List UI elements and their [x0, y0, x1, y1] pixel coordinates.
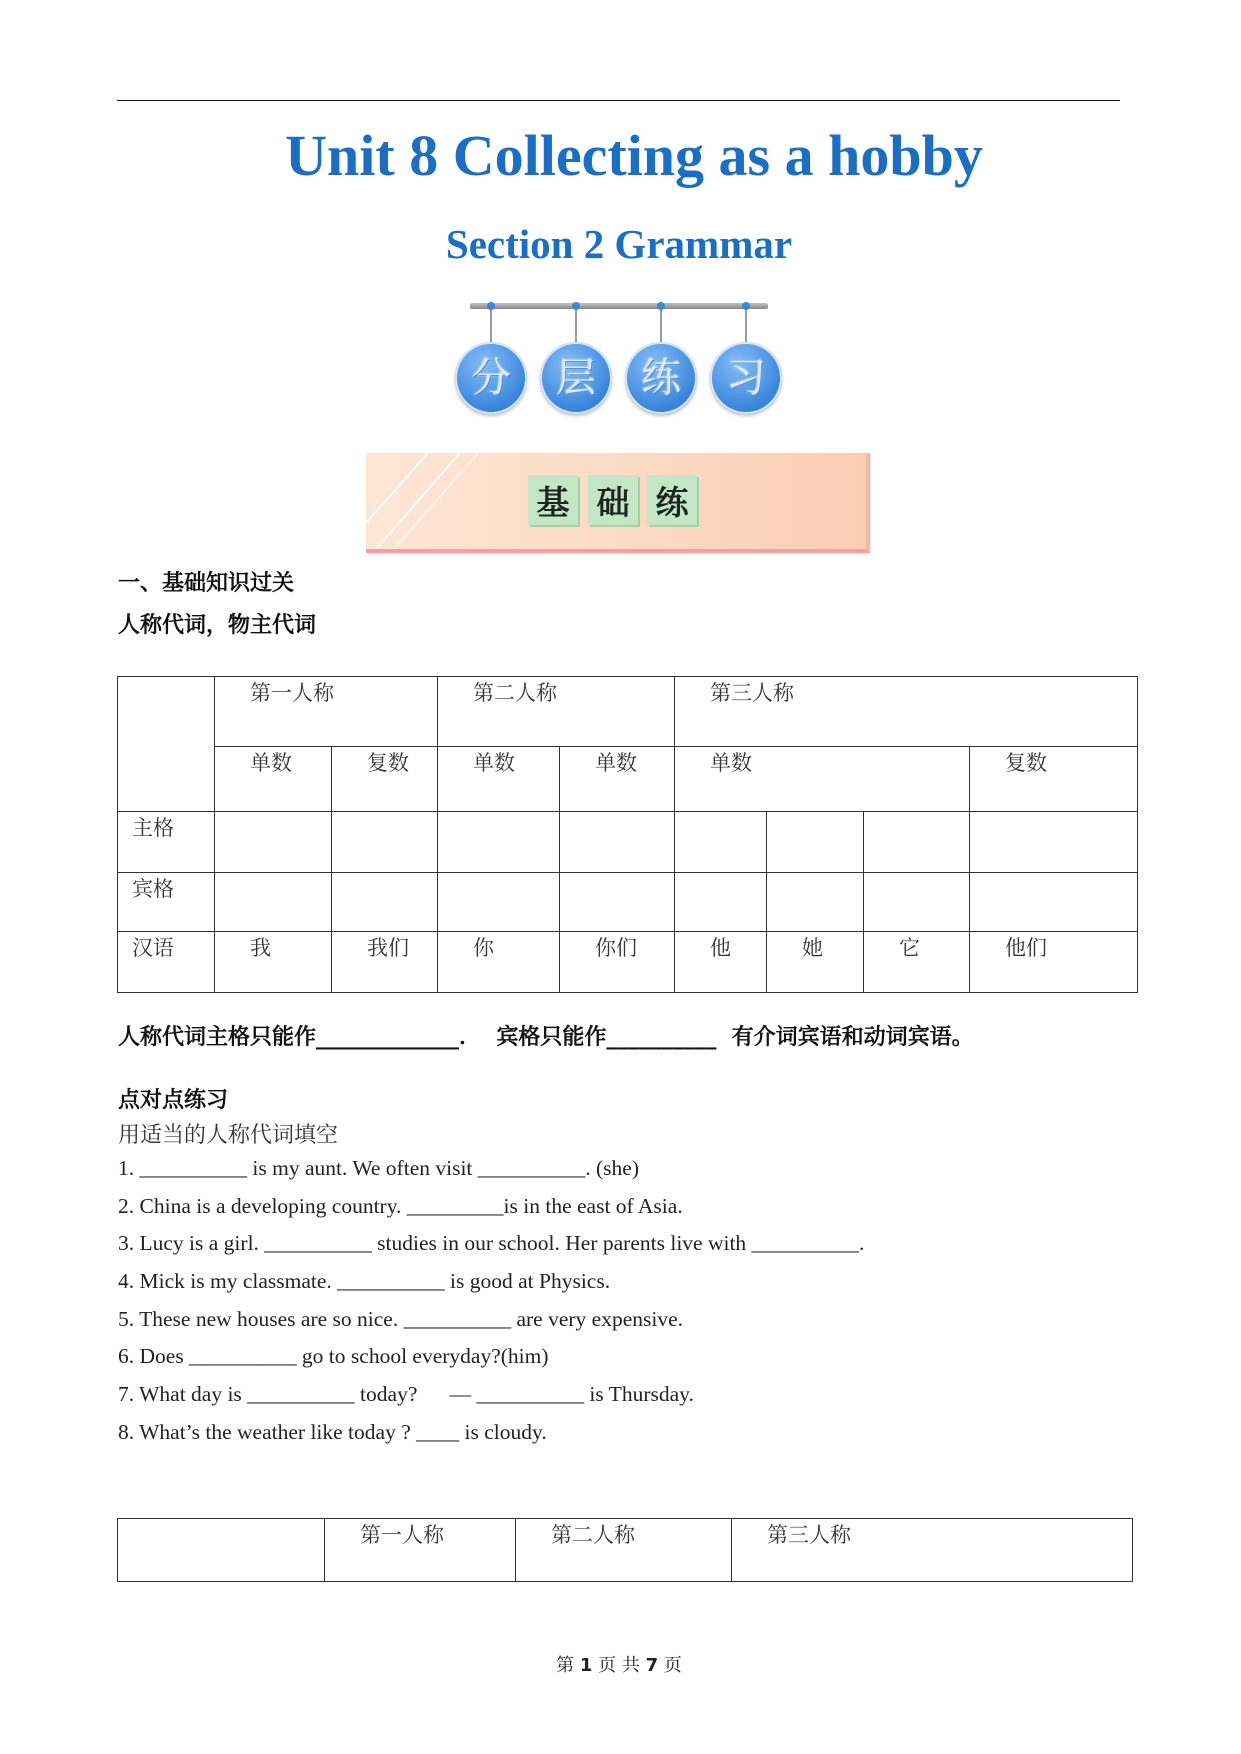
- answer-cell: [560, 873, 675, 932]
- badge-stripe: [366, 453, 428, 523]
- page-title: Unit 8 Collecting as a hobby: [285, 123, 983, 188]
- page-subtitle: Section 2 Grammar: [445, 221, 793, 267]
- header-number-5: 单数: [675, 747, 970, 812]
- header-first-person: 第一人称: [325, 1519, 516, 1582]
- answer-cell: [767, 873, 864, 932]
- section-heading: 一、基础知识过关: [118, 571, 295, 596]
- answer-cell: [215, 873, 332, 932]
- header-rule: [117, 100, 1120, 101]
- answer-cell: [864, 812, 970, 873]
- answer-cell: [332, 812, 438, 873]
- banner-circle-1: 分: [455, 342, 527, 414]
- header-number-3: 单数: [438, 747, 560, 812]
- answer-cell: [215, 812, 332, 873]
- banner-string: [490, 309, 492, 343]
- table-corner-cell: [118, 1519, 325, 1582]
- answer-cell: [864, 873, 970, 932]
- personal-pronoun-table: [117, 676, 1138, 993]
- banner-dot: [487, 302, 495, 310]
- chinese-cell: 我们: [332, 932, 438, 993]
- banner-dot: [742, 302, 750, 310]
- header-number-1: 单数: [215, 747, 332, 812]
- exercise-item: 3. Lucy is a girl. __________ studies in our school. Her parents live with __________.: [118, 1231, 865, 1256]
- row-label-objective: 宾格: [118, 873, 215, 932]
- basic-practice-badge: [366, 453, 870, 553]
- footer-middle: 页 共: [598, 1655, 640, 1676]
- table-row-chinese: [118, 932, 1138, 993]
- header-number-6: 复数: [970, 747, 1138, 812]
- answer-cell: [675, 873, 767, 932]
- badge-tile-1: 基: [528, 475, 578, 525]
- header-second-person: 第二人称: [516, 1519, 732, 1582]
- exercise-item: 8. What’s the weather like today ? ____ is cloudy.: [118, 1419, 547, 1444]
- table-corner-cell: [118, 677, 215, 812]
- badge-stripe: [394, 453, 478, 549]
- table-header-row-person: [118, 1519, 1133, 1582]
- page-footer: [0, 1655, 1238, 1677]
- exercise-item: 5. These new houses are so nice. __________ are very expensive.: [118, 1306, 684, 1331]
- header-second-person: 第二人称: [438, 677, 675, 747]
- rule-sentence: 人称代词主格只能作_____________． 宾格只能作__________ 有介词宾语和动词宾语。: [118, 1025, 974, 1050]
- footer-prefix: 第: [556, 1655, 575, 1676]
- answer-cell: [970, 812, 1138, 873]
- banner-string: [660, 309, 662, 343]
- header-third-person: 第三人称: [732, 1519, 1133, 1582]
- table-row-subjective: [118, 812, 1138, 873]
- badge-stripes: [366, 453, 496, 549]
- exercise-list: [118, 1150, 864, 1452]
- table-header-row-person: [118, 677, 1138, 747]
- table-row-objective: [118, 873, 1138, 932]
- answer-cell: [767, 812, 864, 873]
- banner-string: [575, 309, 577, 343]
- answer-cell: [970, 873, 1138, 932]
- banner-string: [745, 309, 747, 343]
- banner-dot: [657, 302, 665, 310]
- banner-circle-2: 层: [540, 342, 612, 414]
- exercise-item: 2. China is a developing country. _________is in the east of Asia.: [118, 1193, 683, 1218]
- badge-tile-2: 础: [588, 475, 638, 525]
- banner-dot: [572, 302, 580, 310]
- footer-page-number: 1: [579, 1655, 593, 1676]
- footer-suffix: 页: [663, 1655, 682, 1676]
- exercise-item: 4. Mick is my classmate. __________ is good at Physics.: [118, 1269, 611, 1294]
- header-first-person: 第一人称: [215, 677, 438, 747]
- banner-circle-3: 练: [625, 342, 697, 414]
- header-number-2: 复数: [332, 747, 438, 812]
- answer-cell: [560, 812, 675, 873]
- chinese-cell: 他: [675, 932, 767, 993]
- chinese-cell: 你们: [560, 932, 675, 993]
- possessive-pronoun-table: [117, 1518, 1133, 1582]
- practice-title: 点对点练习: [118, 1088, 229, 1113]
- table-header-row-number: [118, 747, 1138, 812]
- chinese-cell: 我: [215, 932, 332, 993]
- practice-instruction: 用适当的人称代词填空: [118, 1123, 339, 1148]
- answer-cell: [438, 812, 560, 873]
- header-number-4: 单数: [560, 747, 675, 812]
- answer-cell: [332, 873, 438, 932]
- chinese-cell: 它: [864, 932, 970, 993]
- exercise-item: 1. __________ is my aunt. We often visit __________. (she): [118, 1156, 639, 1180]
- chinese-cell: 她: [767, 932, 864, 993]
- badge-tile-3: 练: [647, 475, 697, 525]
- row-label-chinese: 汉语: [118, 932, 215, 993]
- row-label-subjective: 主格: [118, 812, 215, 873]
- badge-stripe: [376, 453, 460, 549]
- header-third-person: 第三人称: [675, 677, 1138, 747]
- footer-total-pages: 7: [645, 1655, 659, 1676]
- answer-cell: [438, 873, 560, 932]
- banner-hanging-bar: [470, 303, 768, 309]
- banner-circle-4: 习: [710, 342, 782, 414]
- exercise-item: 6. Does __________ go to school everyday?(him): [118, 1344, 549, 1369]
- chinese-cell: 他们: [970, 932, 1138, 993]
- section-subheading: 人称代词，物主代词: [118, 613, 317, 638]
- answer-cell: [675, 812, 767, 873]
- exercise-item: 7. What day is __________ today? — __________ is Thursday.: [118, 1382, 694, 1407]
- chinese-cell: 你: [438, 932, 560, 993]
